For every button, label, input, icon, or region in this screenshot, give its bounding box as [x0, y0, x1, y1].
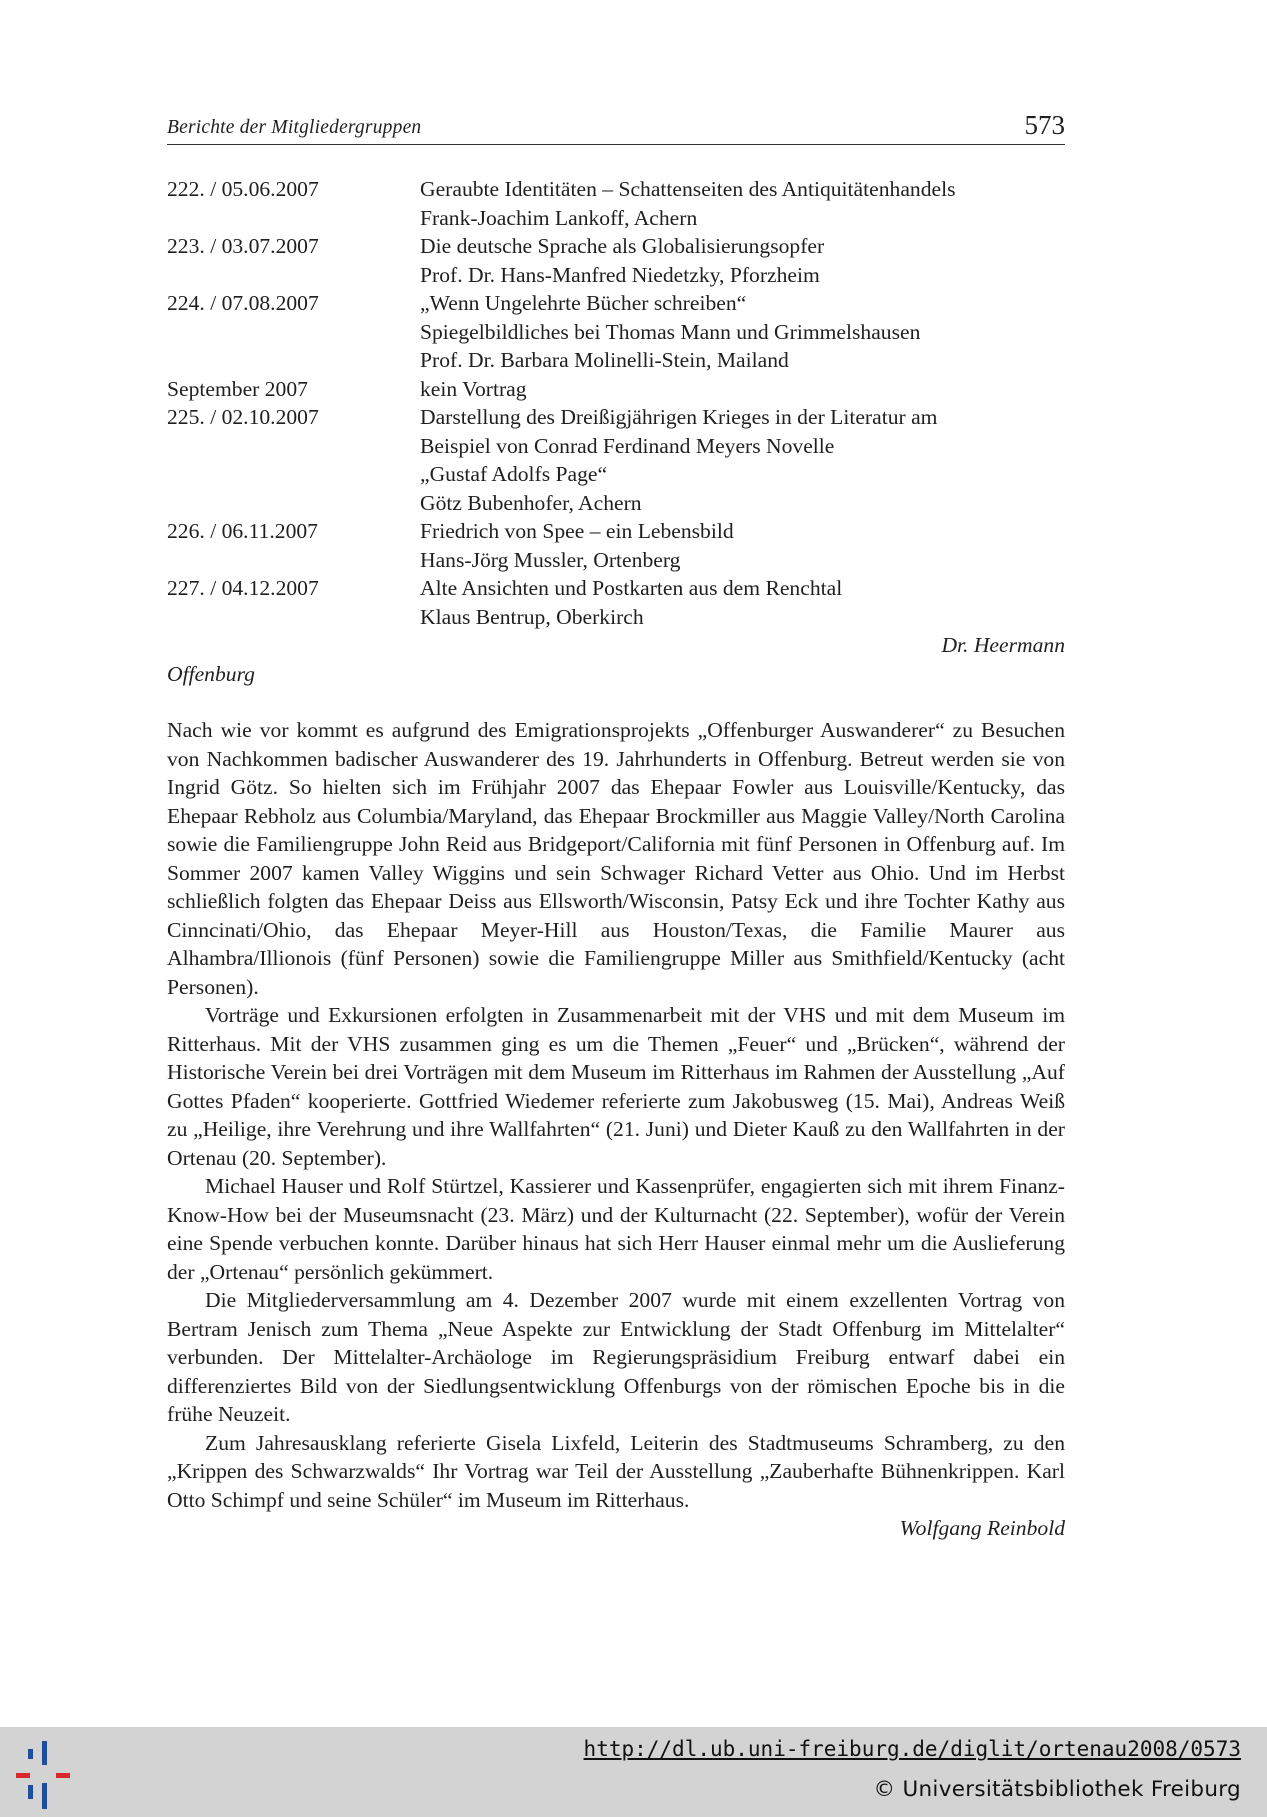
running-title: Berichte der Mitgliedergruppen	[167, 117, 422, 138]
lecture-date: 222. / 05.06.2007	[167, 177, 319, 201]
lecture-date: September 2007	[167, 376, 308, 401]
lecture-line: Friedrich von Spee – ein Lebensbild	[420, 519, 734, 543]
paragraph: Michael Hauser und Rolf Stürtzel, Kassierer und Kassenprüfer, engagierten sich mit ihrem Finanz-Know-How bei der Museumsnacht (23. März) und der Kulturnacht (22. September), wofür der Verein eine Spende verbuchen konnte. Darüber hinaus hat sich Herr Hauser einmal mehr um die Auslieferung der „Ortenau“ persönlich gekümmert.	[167, 1174, 1065, 1284]
lecture-date: 226. / 06.11.2007	[167, 519, 318, 543]
lecture-entry	[167, 574, 1065, 631]
lecture-date: 225. / 02.10.2007	[167, 405, 319, 429]
lecture-entry	[167, 175, 1065, 232]
lecture-line: Beispiel von Conrad Ferdinand Meyers Novelle	[420, 433, 835, 458]
lecture-date: 227. / 04.12.2007	[167, 576, 319, 600]
paragraph: Vorträge und Exkursionen erfolgten in Zusammenarbeit mit der VHS und mit dem Museum im Ritterhaus. Mit der VHS zusammen ging es um die Themen „Feuer“ und „Brücken“, während der Historische Verein bei drei Vorträgen mit dem Museum im Ritterhaus im Rahmen der Ausstellung „Auf Gottes Pfaden“ kooperierte. Gottfried Wiedemer referierte zum Jakobusweg (15. Mai), Andreas Weiß zu „Heilige, ihre Verehrung und ihre Wallfahrten“ (21. Juni) und Dieter Kauß zu den Wallfahrten in der Ortenau (20. September).	[167, 1003, 1065, 1170]
copyright-notice: © Universitätsbibliothek Freiburg	[873, 1777, 1241, 1802]
lecture-details	[420, 232, 1065, 289]
paragraph: Zum Jahresausklang referierte Gisela Lixfeld, Leiterin des Stadtmuseums Schramberg, zu den „Krippen des Schwarzwalds“ Ihr Vortrag war Teil der Ausstellung „Zauberhafte Bühnenkrippen. Karl Otto Schimpf und seine Schüler“ im Museum im Ritterhaus.	[167, 1430, 1065, 1512]
ub-freiburg-logo-icon	[16, 1739, 80, 1811]
lecture-signature: Dr. Heermann	[941, 633, 1065, 657]
lecture-rows	[167, 175, 1065, 631]
source-link[interactable]: http://dl.ub.uni-freiburg.de/diglit/ortenau2008/0573	[583, 1737, 1241, 1761]
running-header	[167, 108, 1065, 145]
lecture-line: Prof. Dr. Hans-Manfred Niedetzky, Pforzheim	[420, 262, 820, 287]
lecture-entry	[167, 517, 1065, 574]
paragraph: Die Mitgliederversammlung am 4. Dezember 2007 wurde mit einem exzellenten Vortrag von Bertram Jenisch zum Thema „Neue Aspekte zur Entwicklung der Stadt Offenburg im Mittelalter“ verbunden. Der Mittelalter-Archäologe im Regierungspräsidium Freiburg entwarf dabei ein differenziertes Bild von der Siedlungsentwicklung Offenburgs von der römischen Epoche bis in die frühe Neuzeit.	[167, 1288, 1065, 1426]
library-footer	[0, 1727, 1267, 1817]
lecture-details	[420, 289, 1065, 375]
section-title: Offenburg	[167, 661, 255, 686]
lecture-entry	[167, 289, 1065, 375]
lecture-line: „Wenn Ungelehrte Bücher schreiben“	[420, 291, 747, 315]
lecture-line: Spiegelbildliches bei Thomas Mann und Grimmelshausen	[420, 319, 921, 344]
lecture-entry	[167, 375, 1065, 404]
page-number: 573	[1024, 110, 1065, 140]
lecture-date: 223. / 03.07.2007	[167, 234, 319, 258]
report-body	[167, 716, 1065, 1543]
lecture-details	[420, 403, 1065, 517]
lecture-details	[420, 574, 1065, 631]
lecture-line: Die deutsche Sprache als Globalisierungsopfer	[420, 234, 825, 258]
lecture-line: Götz Bubenhofer, Achern	[420, 490, 642, 515]
lecture-entry	[167, 403, 1065, 517]
lecture-line: kein Vortrag	[420, 376, 527, 401]
lecture-details	[420, 375, 1065, 404]
report-signature: Wolfgang Reinbold	[899, 1516, 1065, 1540]
paragraph: Nach wie vor kommt es aufgrund des Emigrationsprojekts „Offenburger Auswanderer“ zu Besuchen von Nachkommen badischer Auswanderer des 19. Jahrhunderts in Offenburg. Betreut werden sie von Ingrid Götz. So hielten sich im Frühjahr 2007 das Ehepaar Fowler aus Louisville/Kentucky, das Ehepaar Rebholz aus Columbia/Maryland, das Ehepaar Brockmiller aus Maggie Valley/North Carolina sowie die Familiengruppe John Reid aus Bridgeport/California mit fünf Personen in Offenburg auf. Im Sommer 2007 kamen Valley Wiggins und sein Schwager Richard Vetter aus Ohio. Und im Herbst schließlich folgten das Ehepaar Deiss aus Ellsworth/Wisconsin, Patsy Eck und ihre Tochter Kathy aus Cinncinati/Ohio, das Ehepaar Meyer-Hill aus Houston/Texas, die Familie Maurer aus Alhambra/Illionois (fünf Personen) sowie die Familiengruppe Miller aus Smithfield/Kentucky (acht Personen).	[167, 718, 1065, 999]
lecture-details	[420, 517, 1065, 574]
lecture-line: Prof. Dr. Barbara Molinelli-Stein, Mailand	[420, 348, 789, 372]
lecture-list	[167, 175, 1065, 688]
lecture-date: 224. / 07.08.2007	[167, 291, 319, 315]
lecture-line: „Gustaf Adolfs Page“	[420, 462, 608, 486]
lecture-line: Geraubte Identitäten – Schattenseiten des Antiquitätenhandels	[420, 177, 956, 201]
lecture-entry	[167, 232, 1065, 289]
lecture-line: Hans-Jörg Mussler, Ortenberg	[420, 547, 681, 572]
lecture-line: Alte Ansichten und Postkarten aus dem Renchtal	[420, 576, 843, 600]
lecture-line: Klaus Bentrup, Oberkirch	[420, 604, 644, 629]
lecture-line: Darstellung des Dreißigjährigen Krieges in der Literatur am	[420, 405, 938, 429]
lecture-line: Frank-Joachim Lankoff, Achern	[420, 205, 698, 230]
lecture-details	[420, 175, 1065, 232]
